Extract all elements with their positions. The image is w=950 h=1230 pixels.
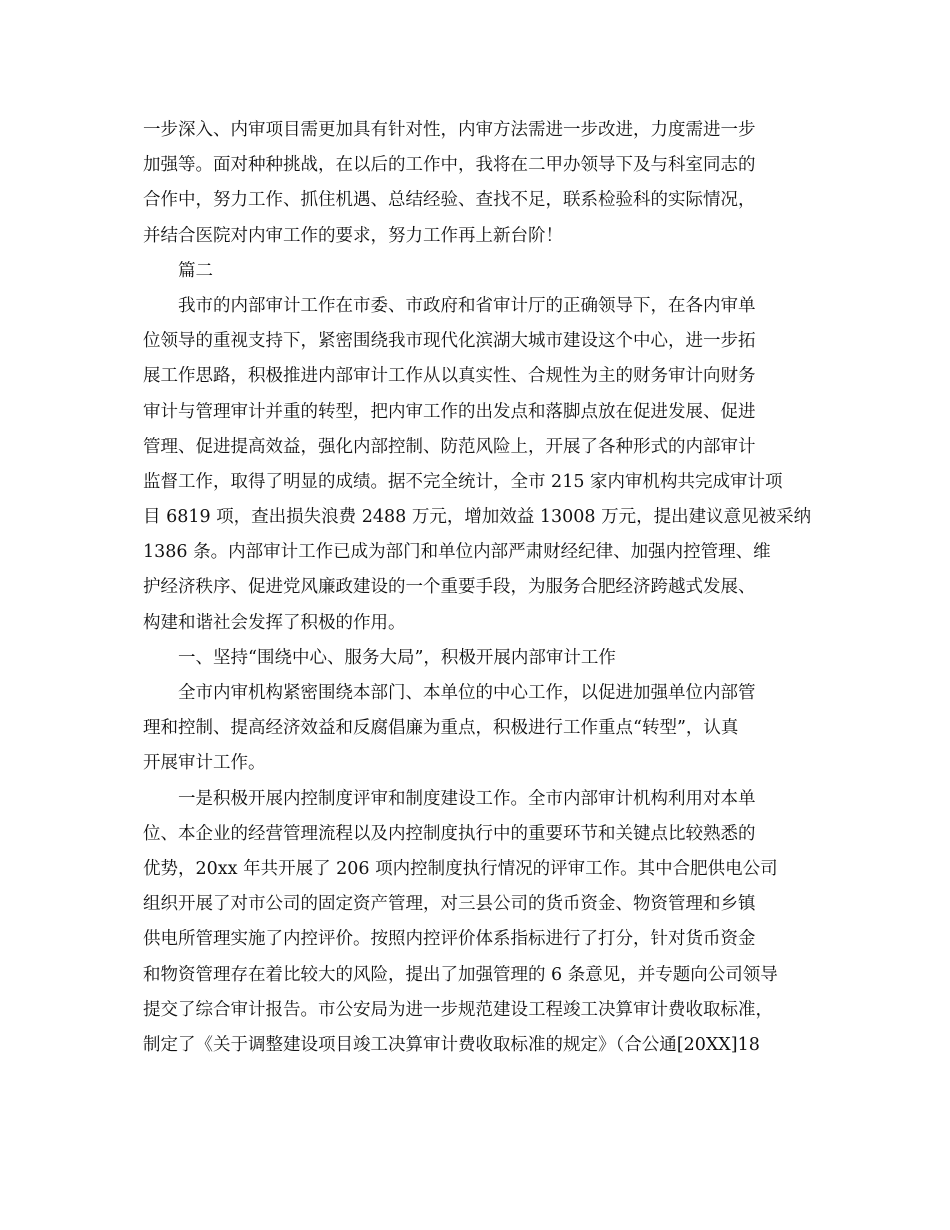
text-line: 位领导的重视支持下，紧密围绕我市现代化滨湖大城市建设这个中心，进一步拓 bbox=[143, 331, 756, 352]
text-line: 和物资管理存在着比较大的风险，提出了加强管理的 6 条意见，并专题向公司领导 bbox=[143, 964, 778, 985]
paragraph-first-line: 我市的内部审计工作在市委、市政府和省审计厅的正确领导下，在各内审单 bbox=[178, 295, 756, 316]
text-line: 监督工作，取得了明显的成绩。据不完全统计，全市 215 家内审机构共完成审计项 bbox=[143, 471, 783, 492]
paragraph-first-line: 一是积极开展内控制度评审和制度建设工作。全市内部审计机构利用对本单 bbox=[178, 788, 756, 809]
text-line: 管理、促进提高效益，强化内部控制、防范风险上，开展了各种形式的内部审计 bbox=[143, 436, 756, 457]
text-line: 1386 条。内部审计工作已成为部门和单位内部严肃财经纪律、加强内控管理、维 bbox=[143, 542, 771, 563]
paragraph-first-line: 篇二 bbox=[178, 260, 213, 281]
text-line: 供电所管理实施了内控评价。按照内控评价体系指标进行了打分，针对货币资金 bbox=[143, 929, 756, 950]
text-line: 优势，20xx 年共开展了 206 项内控制度执行情况的评审工作。其中合肥供电公司 bbox=[143, 858, 778, 879]
text-line: 组织开展了对市公司的固定资产管理，对三县公司的货币资金、物资管理和乡镇 bbox=[143, 894, 756, 915]
text-line: 并结合医院对内审工作的要求，努力工作再上新台阶！ bbox=[143, 225, 563, 246]
text-line: 合作中，努力工作、抓住机遇、总结经验、查找不足，联系检验科的实际情况， bbox=[143, 190, 756, 211]
document-body bbox=[143, 113, 813, 1063]
text-line: 制定了《关于调整建设项目竣工决算审计费收取标准的规定》（合公通[20XX]18 bbox=[143, 1034, 760, 1055]
paragraph-first-line: 一、坚持“围绕中心、服务大局”，积极开展内部审计工作 bbox=[178, 647, 616, 668]
text-line: 护经济秩序、促进党风廉政建设的一个重要手段，为服务合肥经济跨越式发展、 bbox=[143, 577, 756, 598]
text-line: 审计与管理审计并重的转型，把内审工作的出发点和落脚点放在促进发展、促进 bbox=[143, 401, 756, 422]
text-line: 构建和谐社会发挥了积极的作用。 bbox=[143, 612, 406, 633]
text-line: 目 6819 项，查出损失浪费 2488 万元，增加效益 13008 万元，提出建议意见被采纳 bbox=[143, 507, 812, 528]
text-line: 加强等。面对种种挑战，在以后的工作中，我将在二甲办领导下及与科室同志的 bbox=[143, 155, 756, 176]
text-line: 展工作思路，积极推进内部审计工作从以真实性、合规性为主的财务审计向财务 bbox=[143, 366, 756, 387]
text-line: 理和控制、提高经济效益和反腐倡廉为重点，积极进行工作重点“转型”，认真 bbox=[143, 718, 739, 739]
text-line: 开展审计工作。 bbox=[143, 753, 266, 774]
text-line: 提交了综合审计报告。市公安局为进一步规范建设工程竣工决算审计费收取标准， bbox=[143, 999, 773, 1020]
text-line: 位、本企业的经营管理流程以及内控制度执行中的重要环节和关键点比较熟悉的 bbox=[143, 823, 756, 844]
text-line: 一步深入、内审项目需更加具有针对性，内审方法需进一步改进，力度需进一步 bbox=[143, 120, 756, 140]
paragraph-first-line: 全市内审机构紧密围绕本部门、本单位的中心工作，以促进加强单位内部管 bbox=[178, 683, 756, 703]
